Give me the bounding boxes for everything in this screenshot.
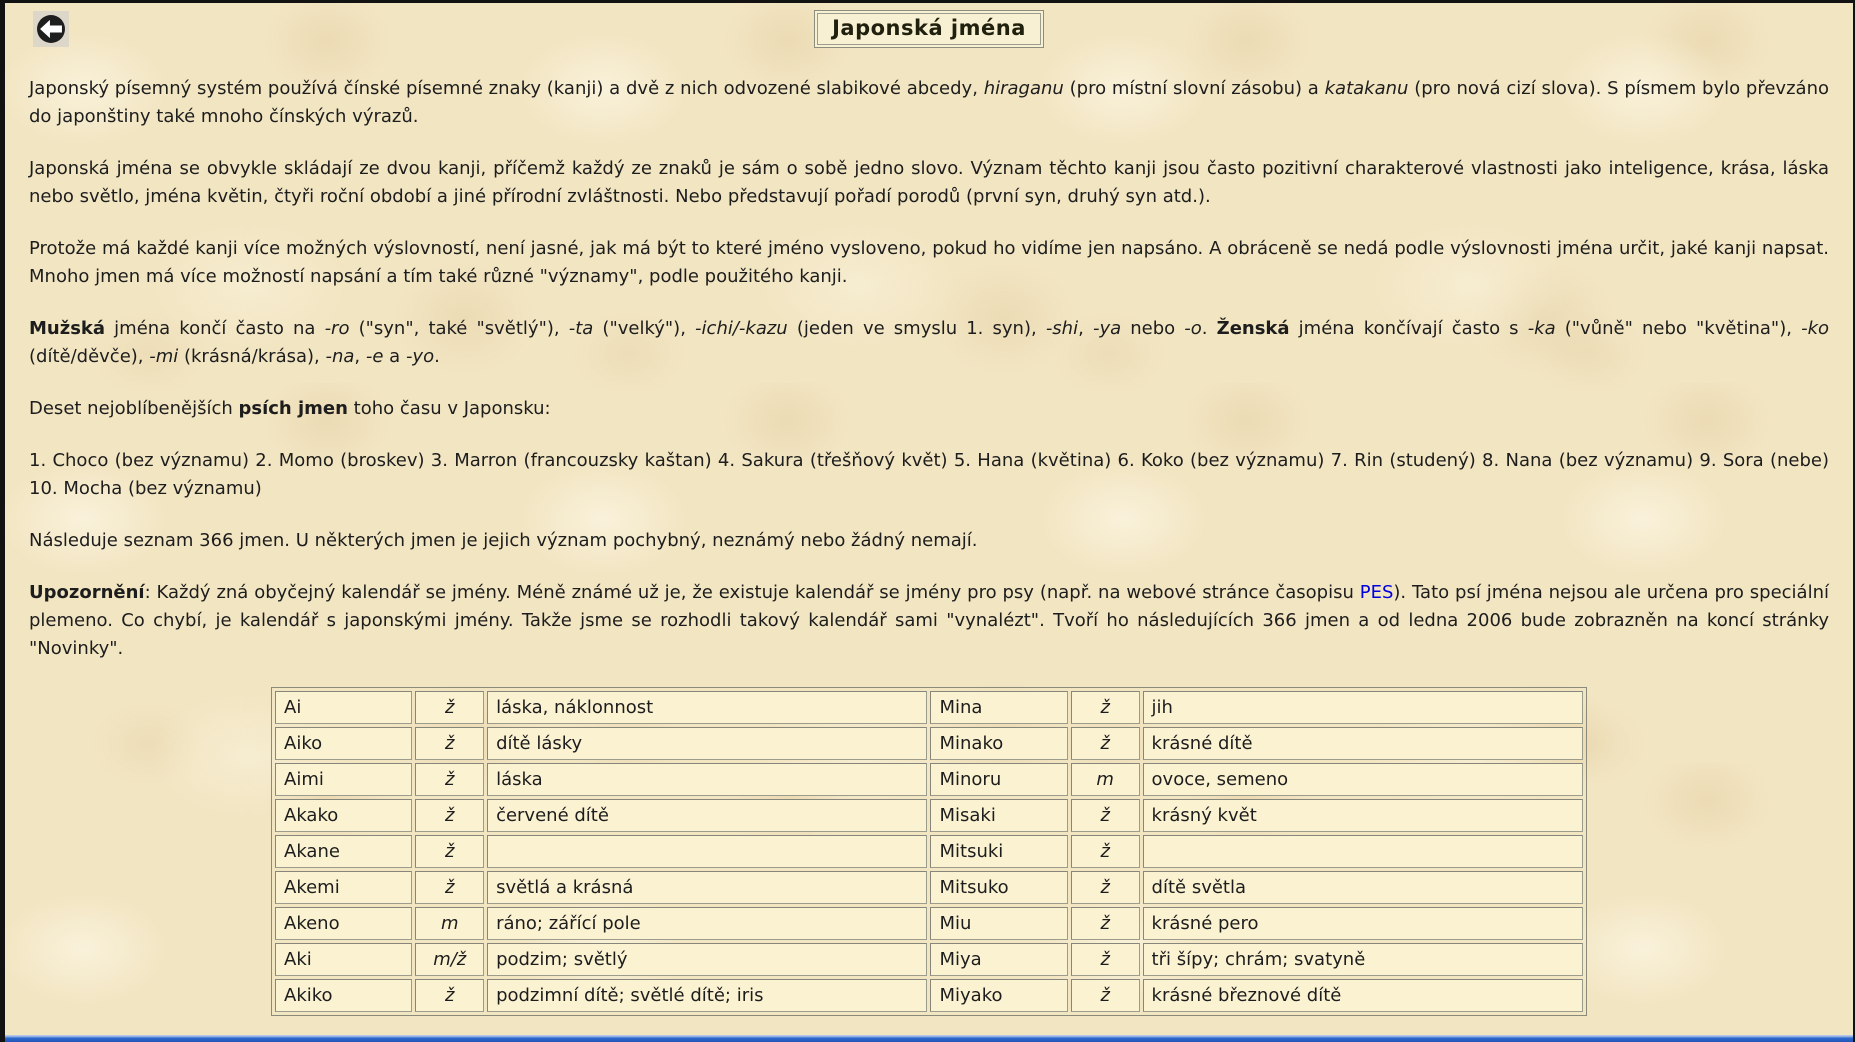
meaning-cell: krásné březnové dítě [1143,979,1583,1012]
italic-text: -yo [405,346,435,367]
name-cell: Ai [275,691,412,724]
meaning-cell: jih [1143,691,1583,724]
gender-cell: ž [415,979,484,1012]
name-cell: Mitsuki [930,835,1067,868]
gender-cell: ž [1071,943,1140,976]
name-cell: Akemi [275,871,412,904]
text: , [1078,318,1093,339]
name-cell: Misaki [930,799,1067,832]
name-cell: Aki [275,943,412,976]
gender-cell: ž [1071,871,1140,904]
gender-cell: ž [415,871,484,904]
p-pronunciation [29,235,1829,291]
text: . [1201,318,1217,339]
name-cell: Akako [275,799,412,832]
meaning-cell: červené dítě [487,799,927,832]
p-notice [29,579,1829,663]
italic-text: -ya [1092,318,1122,339]
meaning-cell: podzim; světlý [487,943,927,976]
names-table [271,687,1587,1016]
table-row [275,763,1583,796]
italic-text: -mi [149,346,179,367]
meaning-cell: dítě světla [1143,871,1583,904]
bold-text: psích jmen [238,398,348,419]
meaning-cell [487,835,927,868]
p-gender-endings [29,315,1829,371]
text: jména končí často na [105,318,325,339]
text: : Každý zná obyčejný kalendář se jmény. Méně známé už je, že existuje kalendář se jmény pro psy (např. na webové stránce časopisu [144,582,1360,603]
pes-link[interactable]: PES [1359,582,1394,603]
gender-cell: ž [415,727,484,760]
bold-text: Mužská [29,318,106,339]
meaning-cell: krásné pero [1143,907,1583,940]
article-paragraphs [29,75,1829,663]
italic-text: -ka [1527,318,1556,339]
text: , [354,346,366,367]
meaning-cell: krásné dítě [1143,727,1583,760]
gender-cell: ž [415,835,484,868]
gender-cell: ž [415,799,484,832]
text: Japonská jména se obvykle skládají ze dvou kanji, příčemž každý ze znaků je sám o sobě jedno slovo. Význam těchto kanji jsou často pozitivní charakterové vlastnosti jako inteligence, krása, láska nebo světlo, jména květin, čtyři roční období a jiné přírodní zvláštnosti. Nebo představují pořadí porodů (první syn, druhý syn atd.). [29,158,1829,207]
text: Deset nejoblíbenějších [29,398,239,419]
text: (jeden ve smyslu 1. syn), [787,318,1046,339]
meaning-cell: krásný květ [1143,799,1583,832]
table-row [275,835,1583,868]
text: Následuje seznam 366 jmen. U některých jmen je jejich význam pochybný, neznámý nebo žádný nemají. [29,530,978,551]
p-name-composition [29,155,1829,211]
p-writing-system [29,75,1829,131]
table-row [275,943,1583,976]
p-dog-names-list [29,447,1829,503]
text: ). Tato psí jména nejsou ale určena pro speciální plemeno. Co chybí, je kalendář s japonskými jmény. Takže jsme se rozhodli takový kalendář sami "vynalézt". Tvoří ho následujících 366 jmen a od ledna 2006 bude zobrazněn na koncí stránky "Novinky". [29,582,1829,659]
meaning-cell: podzimní dítě; světlé dítě; iris [487,979,927,1012]
name-cell: Miu [930,907,1067,940]
name-cell: Miya [930,943,1067,976]
name-cell: Minako [930,727,1067,760]
p-dog-names-intro [29,395,1829,423]
name-cell: Mina [930,691,1067,724]
italic-text: -ro [324,318,350,339]
italic-text: -shi [1045,318,1079,339]
table-row [275,871,1583,904]
italic-text: -ichi/-kazu [695,318,788,339]
italic-text: -ta [568,318,594,339]
text: (krásná/krása), [178,346,326,367]
meaning-cell: tři šípy; chrám; svatyně [1143,943,1583,976]
gender-cell: m [1071,763,1140,796]
name-cell: Mitsuko [930,871,1067,904]
text: ("vůně" nebo "květina"), [1555,318,1802,339]
text: . [434,346,440,367]
text: 1. Choco (bez významu) 2. Momo (broskev) 3. Marron (francouzsky kaštan) 4. Sakura (třešňový květ) 5. Hana (květina) 6. Koko (bez významu) 7. Rin (studený) 8. Nana (bez významu) 9. Sora (nebe) 10. Mocha (bez významu) [29,450,1829,499]
text: toho času v Japonsku: [347,398,551,419]
text: nebo [1121,318,1185,339]
italic-text: katakanu [1324,78,1409,99]
table-row [275,691,1583,724]
table-row [275,979,1583,1012]
page-header [29,9,1829,51]
text: ("syn", také "světlý"), [349,318,569,339]
name-cell: Aiko [275,727,412,760]
meaning-cell: ráno; zářící pole [487,907,927,940]
meaning-cell: světlá a krásná [487,871,927,904]
page-title-box [814,10,1044,48]
back-button[interactable] [33,11,69,47]
page-title: Japonská jména [817,13,1041,45]
text: (pro místní slovní zásobu) a [1063,78,1325,99]
name-cell: Aimi [275,763,412,796]
meaning-cell: láska, náklonnost [487,691,927,724]
name-cell: Akane [275,835,412,868]
gender-cell: ž [1071,907,1140,940]
gender-cell: ž [415,763,484,796]
meaning-cell: láska [487,763,927,796]
p-list-count [29,527,1829,555]
text: Protože má každé kanji více možných výslovností, není jasné, jak má být to které jméno vysloveno, pokud ho vidíme jen napsáno. A obráceně se nedá podle výslovnosti jména určit, jaké kanji napsat. Mnoho jmen má více možností napsání a tím také různé "významy", podle použitého kanji. [29,238,1829,287]
italic-text: -na [325,346,355,367]
name-cell: Akeno [275,907,412,940]
meaning-cell [1143,835,1583,868]
meaning-cell: ovoce, semeno [1143,763,1583,796]
table-row [275,907,1583,940]
meaning-cell: dítě lásky [487,727,927,760]
text: ("velký"), [593,318,696,339]
text: (dítě/děvče), [29,346,150,367]
name-cell: Akiko [275,979,412,1012]
italic-text: -o [1184,318,1202,339]
italic-text: -e [365,346,384,367]
name-cell: Miyako [930,979,1067,1012]
text: a [383,346,406,367]
gender-cell: m [415,907,484,940]
bold-text: Upozornění [29,582,145,603]
bold-text: Ženská [1216,318,1290,339]
gender-cell: ž [415,691,484,724]
name-cell: Minoru [930,763,1067,796]
text: (pro nová cizí slova). S písmem bylo převzáno do japonštiny také mnoho čínských výrazů. [29,78,1829,127]
table-row [275,727,1583,760]
text: Japonský písemný systém používá čínské písemné znaky (kanji) a dvě z nich odvozené slabikové abcedy, [29,78,984,99]
gender-cell: ž [1071,727,1140,760]
gender-cell: ž [1071,799,1140,832]
table-row [275,799,1583,832]
title-area [29,9,1829,48]
gender-cell: ž [1071,691,1140,724]
back-arrow-icon [35,13,67,45]
text: jména končívají často s [1289,318,1528,339]
gender-cell: ž [1071,979,1140,1012]
gender-cell: ž [1071,835,1140,868]
italic-text: hiraganu [983,78,1064,99]
gender-cell: m/ž [415,943,484,976]
page-content [5,3,1853,1016]
bottom-window-edge [5,1035,1853,1042]
italic-text: -ko [1801,318,1830,339]
